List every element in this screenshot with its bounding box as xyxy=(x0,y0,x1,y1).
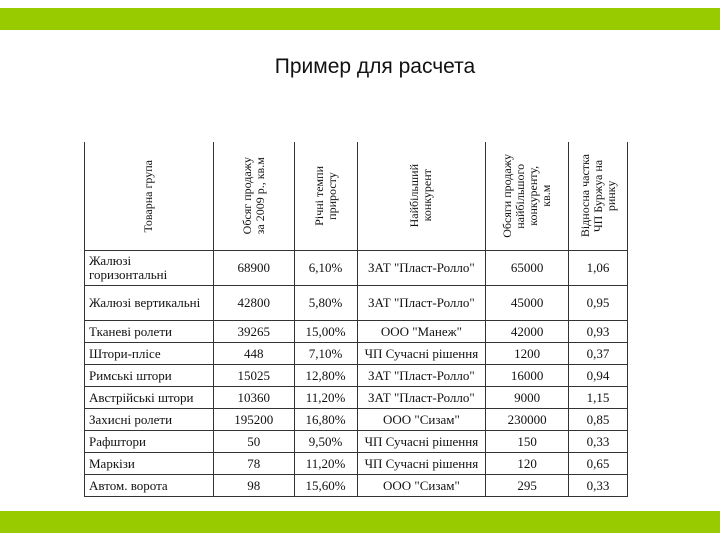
table-row xyxy=(85,286,628,321)
cell-sales-volume: 195200 xyxy=(213,409,294,431)
cell-product-group: Маркізи xyxy=(85,453,214,475)
cell-growth-rate: 9,50% xyxy=(294,431,357,453)
cell-sales-volume: 15025 xyxy=(213,365,294,387)
cell-relative-share: 0,93 xyxy=(569,321,628,343)
cell-growth-rate: 12,80% xyxy=(294,365,357,387)
cell-product-group: Штори-плісе xyxy=(85,343,214,365)
cell-product-group: Захисні ролети xyxy=(85,409,214,431)
cell-competitor-sales: 9000 xyxy=(486,387,569,409)
cell-competitor-sales: 42000 xyxy=(486,321,569,343)
cell-relative-share: 0,33 xyxy=(569,431,628,453)
cell-sales-volume: 98 xyxy=(213,475,294,497)
cell-relative-share: 0,33 xyxy=(569,475,628,497)
cell-sales-volume: 448 xyxy=(213,343,294,365)
cell-competitor-sales: 150 xyxy=(486,431,569,453)
header-sales-volume: Обсяг продажу за 2009 р., кв.м xyxy=(213,142,294,251)
table-row xyxy=(85,409,628,431)
cell-growth-rate: 11,20% xyxy=(294,453,357,475)
cell-competitor: ЧП Сучасні рішення xyxy=(357,343,486,365)
cell-growth-rate: 16,80% xyxy=(294,409,357,431)
table-row xyxy=(85,251,628,286)
table-row xyxy=(85,343,628,365)
cell-growth-rate: 7,10% xyxy=(294,343,357,365)
header-product-group: Товарна група xyxy=(85,142,214,251)
header-growth-rate: Річні темпи приросту xyxy=(294,142,357,251)
cell-competitor: ЧП Сучасні рішення xyxy=(357,453,486,475)
cell-competitor-sales: 1200 xyxy=(486,343,569,365)
cell-relative-share: 0,95 xyxy=(569,286,628,321)
cell-growth-rate: 15,00% xyxy=(294,321,357,343)
header-relative-share: Відносна частка ЧП Буржуа на ринку xyxy=(569,142,628,251)
sales-table xyxy=(84,142,628,497)
cell-product-group: Австрійські штори xyxy=(85,387,214,409)
table-row xyxy=(85,475,628,497)
cell-sales-volume: 10360 xyxy=(213,387,294,409)
cell-product-group: Жалюзі вертикальні xyxy=(85,286,214,321)
cell-sales-volume: 68900 xyxy=(213,251,294,286)
cell-product-group: Жалюзі горизонтальні xyxy=(85,251,214,286)
cell-product-group: Автом. ворота xyxy=(85,475,214,497)
top-accent-bar xyxy=(0,8,720,30)
cell-relative-share: 0,37 xyxy=(569,343,628,365)
cell-growth-rate: 11,20% xyxy=(294,387,357,409)
cell-competitor-sales: 45000 xyxy=(486,286,569,321)
cell-competitor: ЗАТ "Пласт-Ролло" xyxy=(357,251,486,286)
table-row xyxy=(85,453,628,475)
cell-sales-volume: 78 xyxy=(213,453,294,475)
cell-growth-rate: 5,80% xyxy=(294,286,357,321)
cell-relative-share: 1,15 xyxy=(569,387,628,409)
header-competitor: Найбільший конкурент xyxy=(357,142,486,251)
cell-competitor-sales: 295 xyxy=(486,475,569,497)
cell-product-group: Римські штори xyxy=(85,365,214,387)
header-competitor-sales: Обсяги продажу найбільшого конкуренту, кв.м xyxy=(486,142,569,251)
cell-competitor: ООО "Сизам" xyxy=(357,409,486,431)
cell-relative-share: 0,65 xyxy=(569,453,628,475)
cell-sales-volume: 50 xyxy=(213,431,294,453)
cell-sales-volume: 39265 xyxy=(213,321,294,343)
cell-product-group: Тканеві ролети xyxy=(85,321,214,343)
slide-title: Пример для расчета xyxy=(274,55,476,78)
cell-competitor: ЗАТ "Пласт-Ролло" xyxy=(357,365,486,387)
cell-competitor: ООО "Манеж" xyxy=(357,321,486,343)
cell-growth-rate: 15,60% xyxy=(294,475,357,497)
table-header-row xyxy=(85,142,628,251)
cell-competitor-sales: 16000 xyxy=(486,365,569,387)
cell-competitor-sales: 230000 xyxy=(486,409,569,431)
cell-product-group: Рафштори xyxy=(85,431,214,453)
bottom-accent-bar xyxy=(0,511,720,533)
table-row xyxy=(85,387,628,409)
cell-competitor-sales: 120 xyxy=(486,453,569,475)
table-row xyxy=(85,431,628,453)
table-row xyxy=(85,321,628,343)
cell-competitor-sales: 65000 xyxy=(486,251,569,286)
table-row xyxy=(85,365,628,387)
cell-competitor: ЗАТ "Пласт-Ролло" xyxy=(357,286,486,321)
cell-competitor: ООО "Сизам" xyxy=(357,475,486,497)
cell-relative-share: 0,94 xyxy=(569,365,628,387)
cell-competitor: ЧП Сучасні рішення xyxy=(357,431,486,453)
cell-relative-share: 0,85 xyxy=(569,409,628,431)
cell-competitor: ЗАТ "Пласт-Ролло" xyxy=(357,387,486,409)
cell-sales-volume: 42800 xyxy=(213,286,294,321)
cell-growth-rate: 6,10% xyxy=(294,251,357,286)
cell-relative-share: 1,06 xyxy=(569,251,628,286)
